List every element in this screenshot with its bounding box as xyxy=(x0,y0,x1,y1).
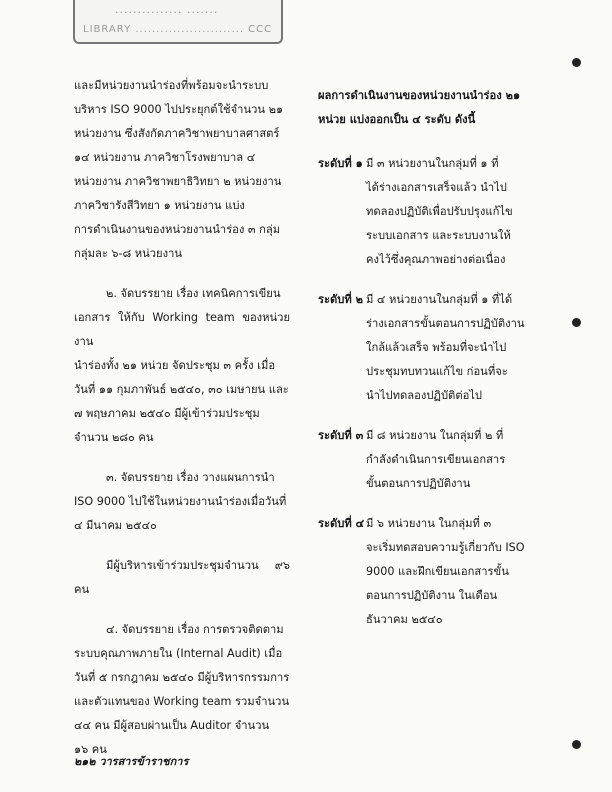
binder-hole-dot xyxy=(572,740,581,749)
level-text: มี ๘ หน่วยงาน ในกลุ่มที่ ๒ ที่ กำลังดำเนินการเขียนเอกสาร ขั้นตอนการปฏิบัติงาน xyxy=(366,429,506,490)
level-label: ระดับที่ ๓ xyxy=(318,429,364,442)
binder-hole-dot xyxy=(572,318,581,327)
level-label: ระดับที่ ๑ xyxy=(318,157,363,170)
page-footer: ๒๑๒ วารสารข้าราชการ xyxy=(74,755,189,768)
level-text: มี ๔ หน่วยงานในกลุ่มที่ ๑ ที่ได้ ร่างเอกสารขั้นตอนการปฏิบัติงาน ใกล้แล้วเสร็จ พร้อมที่จะนำไป ประชุมทบทวนแก้ไข ก่อนที่จะ นำไปทดลองปฏิบัติต่อไป xyxy=(366,293,525,402)
paragraph-item-2: ๒. จัดบรรยาย เรื่อง เทคนิคการเขียน เอกสาร ให้กับ Working team ของหน่วยงาน นำร่องทั้ง ๒๑ หน่วย จัดประชุม ๓ ครั้ง เมื่อ วันที่ ๑๑ กุมภาพันธ์ ๒๕๔๐, ๓๐ เมษายน และ ๗ พฤษภาคม ๒๕๔๐ มีผู้เข้าร่วมประชุม จำนวน ๒๘๐ คน xyxy=(74,287,290,444)
paragraph-pilot-units: และมีหน่วยงานนำร่องที่พร้อมจะนำระบบ บริหาร ISO 9000 ไปประยุกต์ใช้จำนวน ๒๑ หน่วยงาน ซึ่งสังกัดภาควิชาพยาบาลศาสตร์ ๑๔ หน่วยงาน ภาควิชาโรงพยาบาล ๔ หน่วยงาน ภาควิชาพยาธิวิทยา ๒ หน่วยงาน ภาควิชารังสีวิทยา ๑ หน่วยงาน แบ่ง การดำเนินงานของหน่วยงานนำร่อง ๓ กลุ่ม กลุ่มละ ๖-๘ หน่วยงาน xyxy=(74,79,284,260)
results-heading: ผลการดำเนินงานของหน่วยงานนำร่อง ๒๑ หน่วย แบ่งออกเป็น ๔ ระดับ ดังนี้ xyxy=(318,89,521,126)
binder-hole-dot xyxy=(572,58,581,67)
level-label: ระดับที่ ๒ xyxy=(318,293,364,306)
level-4 xyxy=(318,512,562,632)
level-label: ระดับที่ ๔ xyxy=(318,517,365,530)
level-3 xyxy=(318,424,562,496)
stamp-line-2: LIBRARY .......................... CCC xyxy=(83,24,273,35)
left-column xyxy=(74,74,290,778)
paragraph-item-3: ๓. จัดบรรยาย เรื่อง วางแผนการนำ ISO 9000 ไปใช้ในหน่วยงานนำร่องเมื่อวันที่ ๔ มีนาคม ๒๕๔๐ xyxy=(74,471,287,532)
level-text: มี ๓ หน่วยงานในกลุ่มที่ ๑ ที่ ได้ร่างเอกสารเสร็จแล้ว นำไป ทดลองปฏิบัติเพื่อปรับปรุงแก้ไข ระบบเอกสาร และระบบงานให้ คงไว้ซึ่งคุณภาพอย่างต่อเนื่อง xyxy=(366,157,513,266)
level-2 xyxy=(318,288,562,408)
stamp-line-1: ............... ....... xyxy=(115,3,219,16)
paragraph-item-3-attendance: มีผู้บริหารเข้าร่วมประชุมจำนวน ๙๖ คน xyxy=(74,559,290,596)
library-stamp xyxy=(73,0,283,44)
level-text: มี ๖ หน่วยงาน ในกลุ่มที่ ๓ จะเริ่มทดสอบความรู้เกี่ยวกับ ISO 9000 และฝึกเขียนเอกสารขั้น ตอนการปฏิบัติงาน ในเดือน ธันวาคม ๒๕๔๐ xyxy=(366,517,525,626)
right-column xyxy=(318,84,562,648)
paragraph-item-4: ๔. จัดบรรยาย เรื่อง การตรวจติดตาม ระบบคุณภาพภายใน (Internal Audit) เมื่อ วันที่ ๕ กรกฎาคม ๒๕๔๐ มีผู้บริหารกรรมการ และตัวแทนของ Working team รวมจำนวน ๔๔ คน มีผู้สอบผ่านเป็น Auditor จำนวน ๑๖ คน xyxy=(74,623,290,756)
level-1 xyxy=(318,152,562,272)
